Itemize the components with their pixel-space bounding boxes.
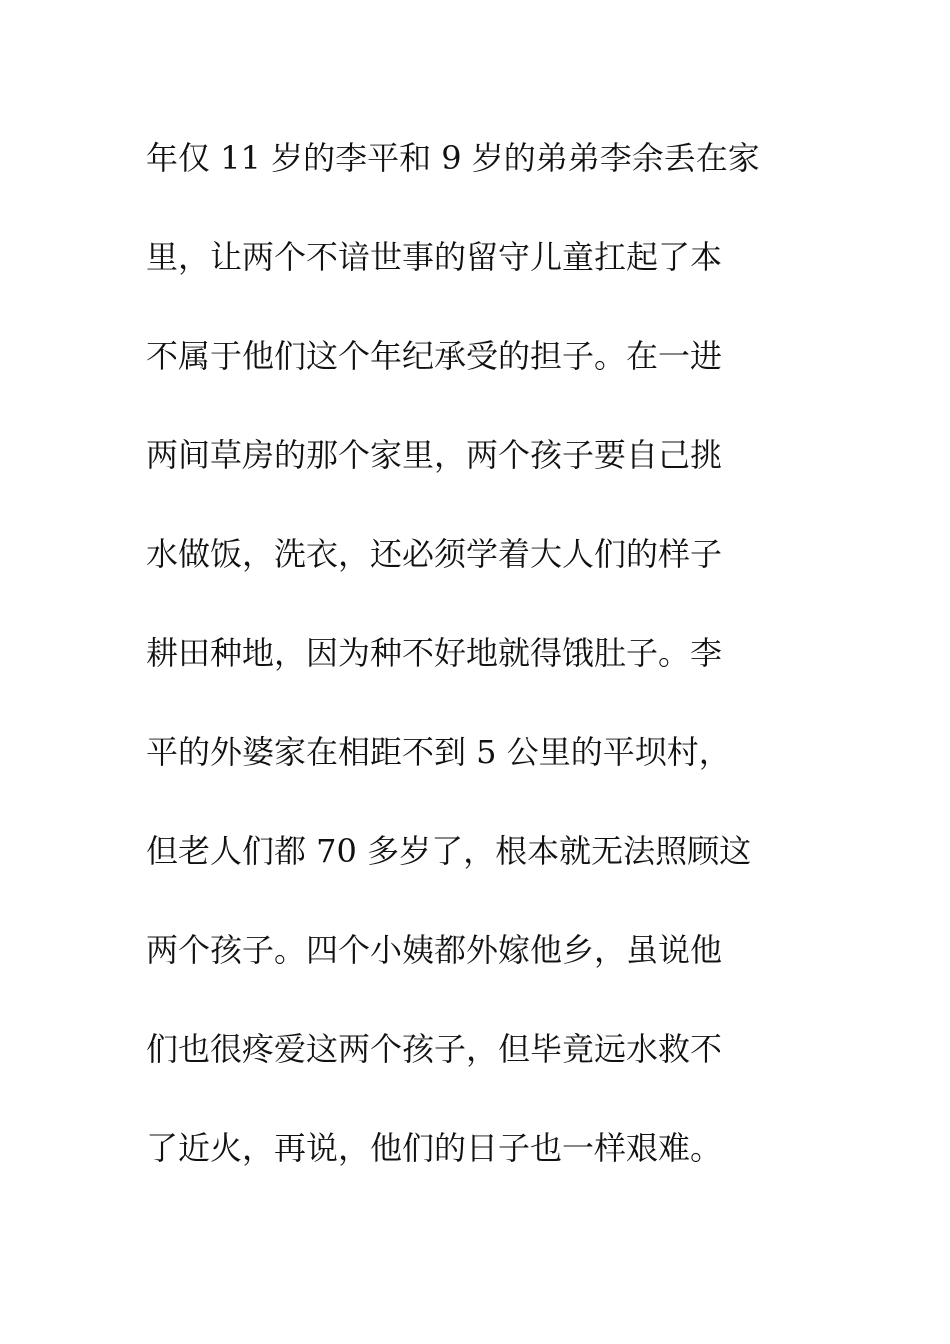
text-line-11: 了近火，再说，他们的日子也一样艰难。 — [146, 1129, 723, 1167]
text-line-9: 两个孩子。四个小姨都外嫁他乡，虽说他 — [146, 931, 723, 969]
text-line-1: 年仅 11 岁的李平和 9 岁的弟弟李余丢在家 — [146, 139, 760, 177]
text-line-6: 耕田种地，因为种不好地就得饿肚子。李 — [146, 634, 723, 672]
body-text — [146, 128, 826, 1217]
text-line-3: 不属于他们这个年纪承受的担子。在一进 — [146, 337, 723, 375]
text-line-5: 水做饭，洗衣，还必须学着大人们的样子 — [146, 535, 723, 573]
text-line-4: 两间草房的那个家里，两个孩子要自己挑 — [146, 436, 723, 474]
text-line-2: 里，让两个不谙世事的留守儿童扛起了本 — [146, 238, 723, 276]
text-line-10: 们也很疼爱这两个孩子，但毕竟远水救不 — [146, 1030, 723, 1068]
text-line-7: 平的外婆家在相距不到 5 公里的平坝村， — [146, 733, 731, 771]
text-line-8: 但老人们都 70 多岁了，根本就无法照顾这 — [146, 832, 752, 870]
